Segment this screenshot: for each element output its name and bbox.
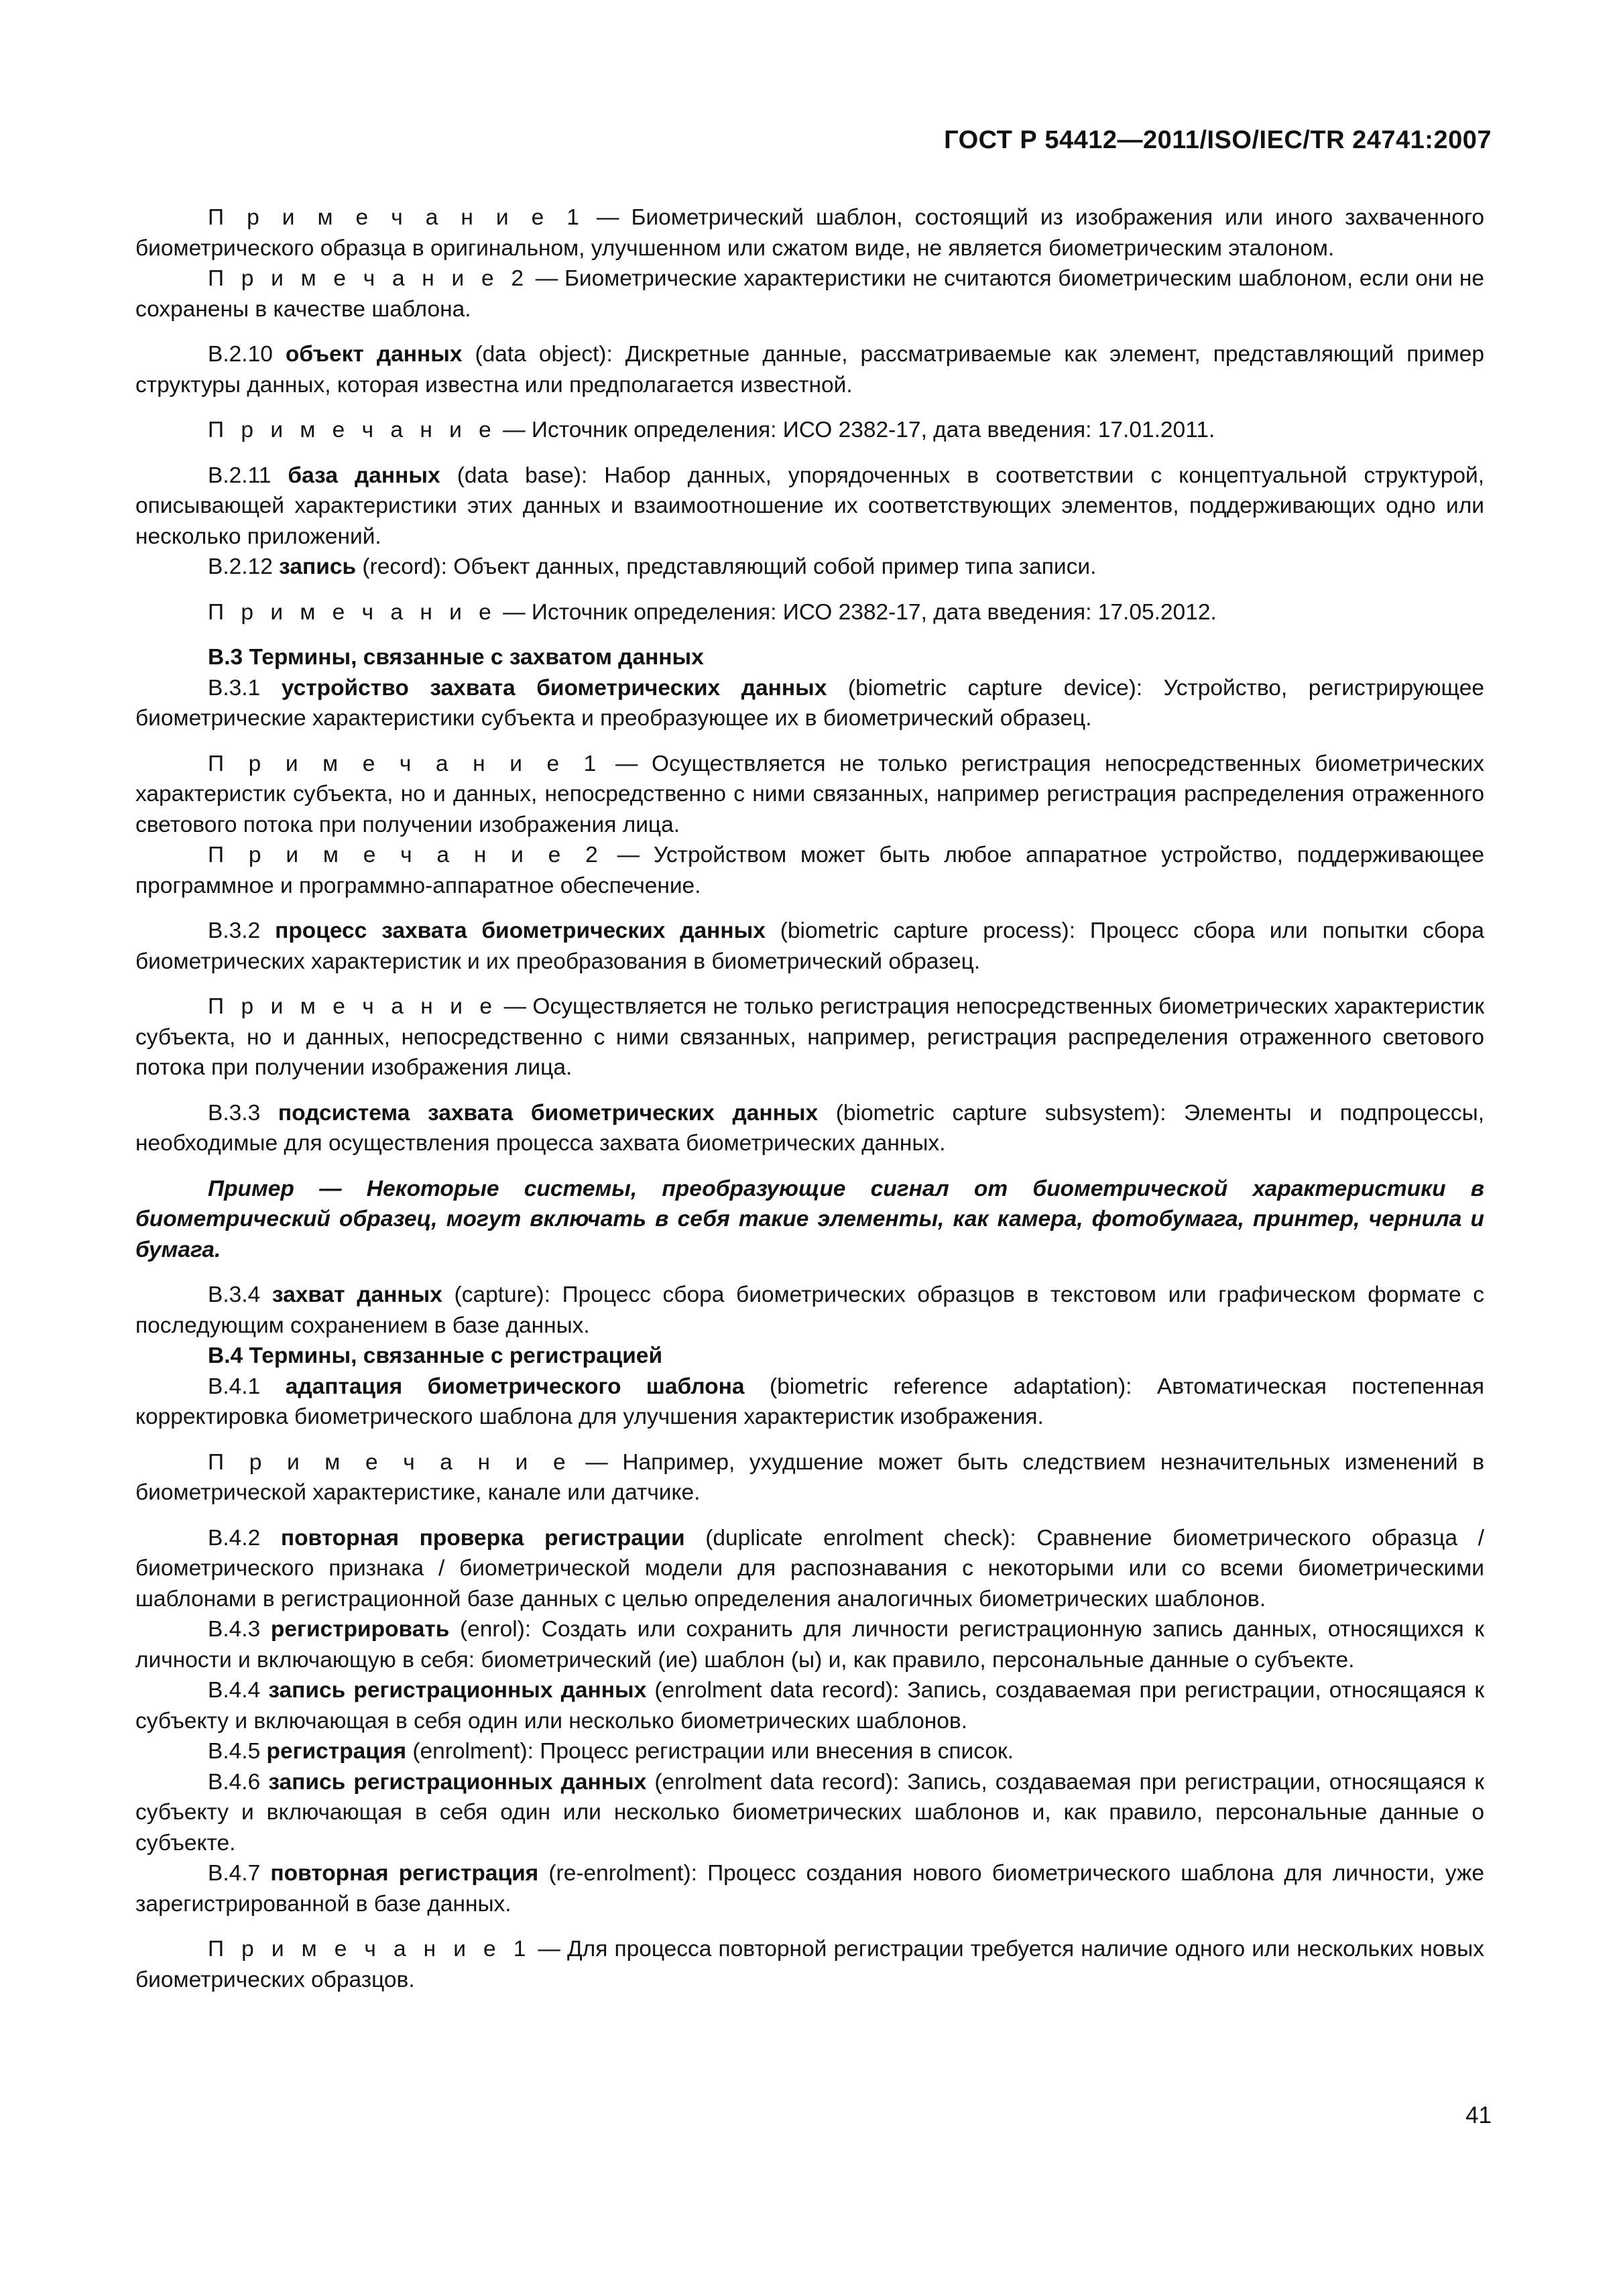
definition-paragraph (135, 1523, 1484, 1615)
note-paragraph (135, 597, 1484, 628)
definition-paragraph (135, 552, 1484, 583)
definition-text: (re-enrolment): Процесс создания нового биометрического шаблона для личности, уже зарегистрированной в базе данных. (135, 1861, 1485, 1917)
section-heading (135, 1341, 1484, 1372)
note-text: — Например, ухудшение может быть следствием незначительных изменений в биометрической характеристике, канале или датчике. (135, 1449, 1484, 1505)
definition-text: (biometric capture subsystem): Элементы и подпроцессы, необходимые для осуществления процесса захвата биометрических данных. (135, 1100, 1485, 1156)
clause-number: В.4.1 (208, 1374, 286, 1399)
example-text: Пример — Некоторые системы, преобразующие сигнал от биометрической характеристики в биометрический образец, могут включать в себя такие элементы, как камера, фотобумага, принтер, чернила и бумага. (135, 1176, 1484, 1262)
definition-text: (record): Объект данных, представляющий собой пример типа записи. (356, 554, 1097, 579)
definition-text: (enrolment data record): Запись, создаваемая при регистрации, относящаяся к субъекту и включающая в себя один или несколько биометрических шаблонов. (135, 1678, 1484, 1734)
term: объект данных (285, 342, 463, 367)
clause-number: В.3.3 (208, 1100, 278, 1126)
document-body (135, 202, 1484, 1995)
note-label: П р и м е ч а н и е 1 (208, 205, 585, 230)
clause-number: В.4.6 (208, 1769, 269, 1795)
definition-text: (enrol): Создать или сохранить для личности регистрационную запись данных, относящихся к личности и включающую в себя: биометрический (ие) шаблон (ы) и, как правило, персональные данные о субъекте. (135, 1617, 1485, 1673)
note-label: П р и м е ч а н и е (208, 1449, 571, 1475)
note-text: — Устройством может быть любое аппаратное устройство, поддерживающее программное и программно-аппаратное обеспечение. (135, 843, 1484, 898)
note-paragraph (135, 263, 1484, 324)
clause-number: В.2.10 (208, 342, 286, 367)
definition-text: (enrolment data record): Запись, создаваемая при регистрации, относящаяся к субъекту и включающая в себя один или несколько биометрических шаблонов и, как правило, персональные данные о субъекте. (135, 1769, 1484, 1856)
definition-text: (data base): Набор данных, упорядоченных в соответствии с концептуальной структурой, описывающей характеристики этих данных и взаимоотношение их соответствующих элементов, поддерживающих одно или несколько приложений. (135, 463, 1484, 549)
note-label: П р и м е ч а н и е (208, 994, 498, 1019)
note-paragraph (135, 1447, 1484, 1508)
note-text: — Биометрический шаблон, состоящий из изображения или иного захваченного биометрического образца в оригинальном, улучшенном или сжатом виде, не является биометрическим эталоном. (135, 205, 1484, 261)
term: адаптация биометрического шаблона (285, 1374, 745, 1399)
term: процесс захвата биометрических данных (275, 918, 766, 943)
clause-number: В.4.4 (208, 1678, 269, 1703)
term: устройство захвата биометрических данных (281, 675, 827, 701)
term: повторная проверка регистрации (280, 1525, 685, 1551)
note-label: П р и м е ч а н и е 2 (208, 266, 529, 291)
note-paragraph (135, 415, 1484, 446)
example-paragraph (135, 1174, 1484, 1266)
definition-text: (enrolment): Процесс регистрации или внесения в список. (406, 1739, 1014, 1764)
term: база данных (288, 463, 440, 488)
definition-paragraph (135, 1675, 1484, 1736)
note-label: П р и м е ч а н и е 1 (208, 751, 602, 776)
term: захват данных (272, 1282, 442, 1307)
section-heading (135, 642, 1484, 673)
definition-paragraph (135, 461, 1484, 552)
note-text: — Источник определения: ИСО 2382-17, дата введения: 17.05.2012. (496, 599, 1217, 625)
clause-number: В.4.2 (208, 1525, 281, 1551)
term: запись регистрационных данных (268, 1769, 647, 1795)
definition-text: (capture): Процесс сбора биометрических образцов в текстовом или графическом формате с последующим сохранением в базе данных. (135, 1282, 1485, 1338)
definition-paragraph (135, 916, 1484, 977)
term: подсистема захвата биометрических данных (278, 1100, 819, 1126)
note-text: — Биометрические характеристики не считаются биометрическим шаблоном, если они не сохранены в качестве шаблона. (135, 266, 1484, 322)
term: запись регистрационных данных (268, 1678, 647, 1703)
section-heading-text: В.4 Термины, связанные с регистрацией (208, 1343, 663, 1368)
term: повторная регистрация (270, 1861, 539, 1886)
definition-paragraph (135, 1614, 1484, 1675)
clause-number: В.4.5 (208, 1739, 267, 1764)
definition-paragraph (135, 1372, 1484, 1433)
note-text: — Для процесса повторной регистрации требуется наличие одного или нескольких новых биометрических образцов. (135, 1937, 1485, 1992)
clause-number: В.3.1 (208, 675, 282, 701)
clause-number: В.3.4 (208, 1282, 272, 1307)
definition-text: (biometric capture device): Устройство, регистрирующее биометрические характеристики субъекта и преобразующее их в биометрический образец. (135, 675, 1484, 731)
note-paragraph (135, 749, 1484, 841)
section-heading-text: В.3 Термины, связанные с захватом данных (208, 645, 704, 670)
definition-text: (biometric reference adaptation): Автоматическая постепенная корректировка биометрического шаблона для улучшения характеристик изображения. (135, 1374, 1484, 1429)
note-text: — Осуществляется не только регистрация непосредственных биометрических характеристик субъекта, но и данных, непосредственно с ними связанных, например регистрация распределения отраженного светового потока при получении изображения лица. (135, 751, 1485, 837)
definition-paragraph (135, 1280, 1484, 1341)
note-text: — Осуществляется не только регистрация непосредственных биометрических характеристик субъекта, но и данных, непосредственно с ними связанных, например, регистрация распределения отраженного светового потока при получении изображения лица. (135, 994, 1484, 1080)
definition-text: (duplicate enrolment check): Сравнение биометрического образца /биометрического признака / биометрической модели для распознавания с некоторыми или со всеми биометрическими шаблонами в регистрационной базе данных с целью определения аналогичных биометрических шаблонов. (135, 1525, 1484, 1612)
note-paragraph (135, 840, 1484, 901)
clause-number: В.2.11 (208, 463, 288, 488)
definition-paragraph (135, 673, 1484, 734)
note-paragraph (135, 202, 1484, 263)
definition-text: (biometric capture process): Процесс сбора или попытки сбора биометрических характеристик и их преобразования в биометрический образец. (135, 918, 1485, 974)
document-header: ГОСТ Р 54412—2011/ISO/IEC/TR 24741:2007 (944, 126, 1492, 154)
term: регистрировать (270, 1617, 450, 1642)
definition-paragraph (135, 1098, 1484, 1159)
page-number: 41 (1465, 2102, 1492, 2128)
note-paragraph (135, 991, 1484, 1083)
note-paragraph (135, 1934, 1484, 1995)
clause-number: В.2.12 (208, 554, 280, 579)
clause-number: В.4.3 (208, 1617, 271, 1642)
note-label: П р и м е ч а н и е 1 (208, 1937, 532, 1961)
term: запись (279, 554, 357, 579)
note-text: — Источник определения: ИСО 2382-17, дата введения: 17.01.2011. (496, 418, 1215, 442)
term: регистрация (266, 1739, 407, 1764)
definition-paragraph (135, 339, 1484, 400)
definition-paragraph (135, 1767, 1484, 1859)
definition-paragraph (135, 1858, 1484, 1919)
definition-paragraph (135, 1736, 1484, 1767)
clause-number: В.3.2 (208, 918, 276, 943)
note-label: П р и м е ч а н и е (208, 418, 497, 442)
clause-number: В.4.7 (208, 1861, 271, 1886)
note-label: П р и м е ч а н и е (208, 599, 497, 625)
note-label: П р и м е ч а н и е 2 (208, 843, 603, 867)
definition-text: (data object): Дискретные данные, рассматриваемые как элемент, представляющий пример структуры данных, которая известна или предполагается известной. (135, 342, 1484, 398)
